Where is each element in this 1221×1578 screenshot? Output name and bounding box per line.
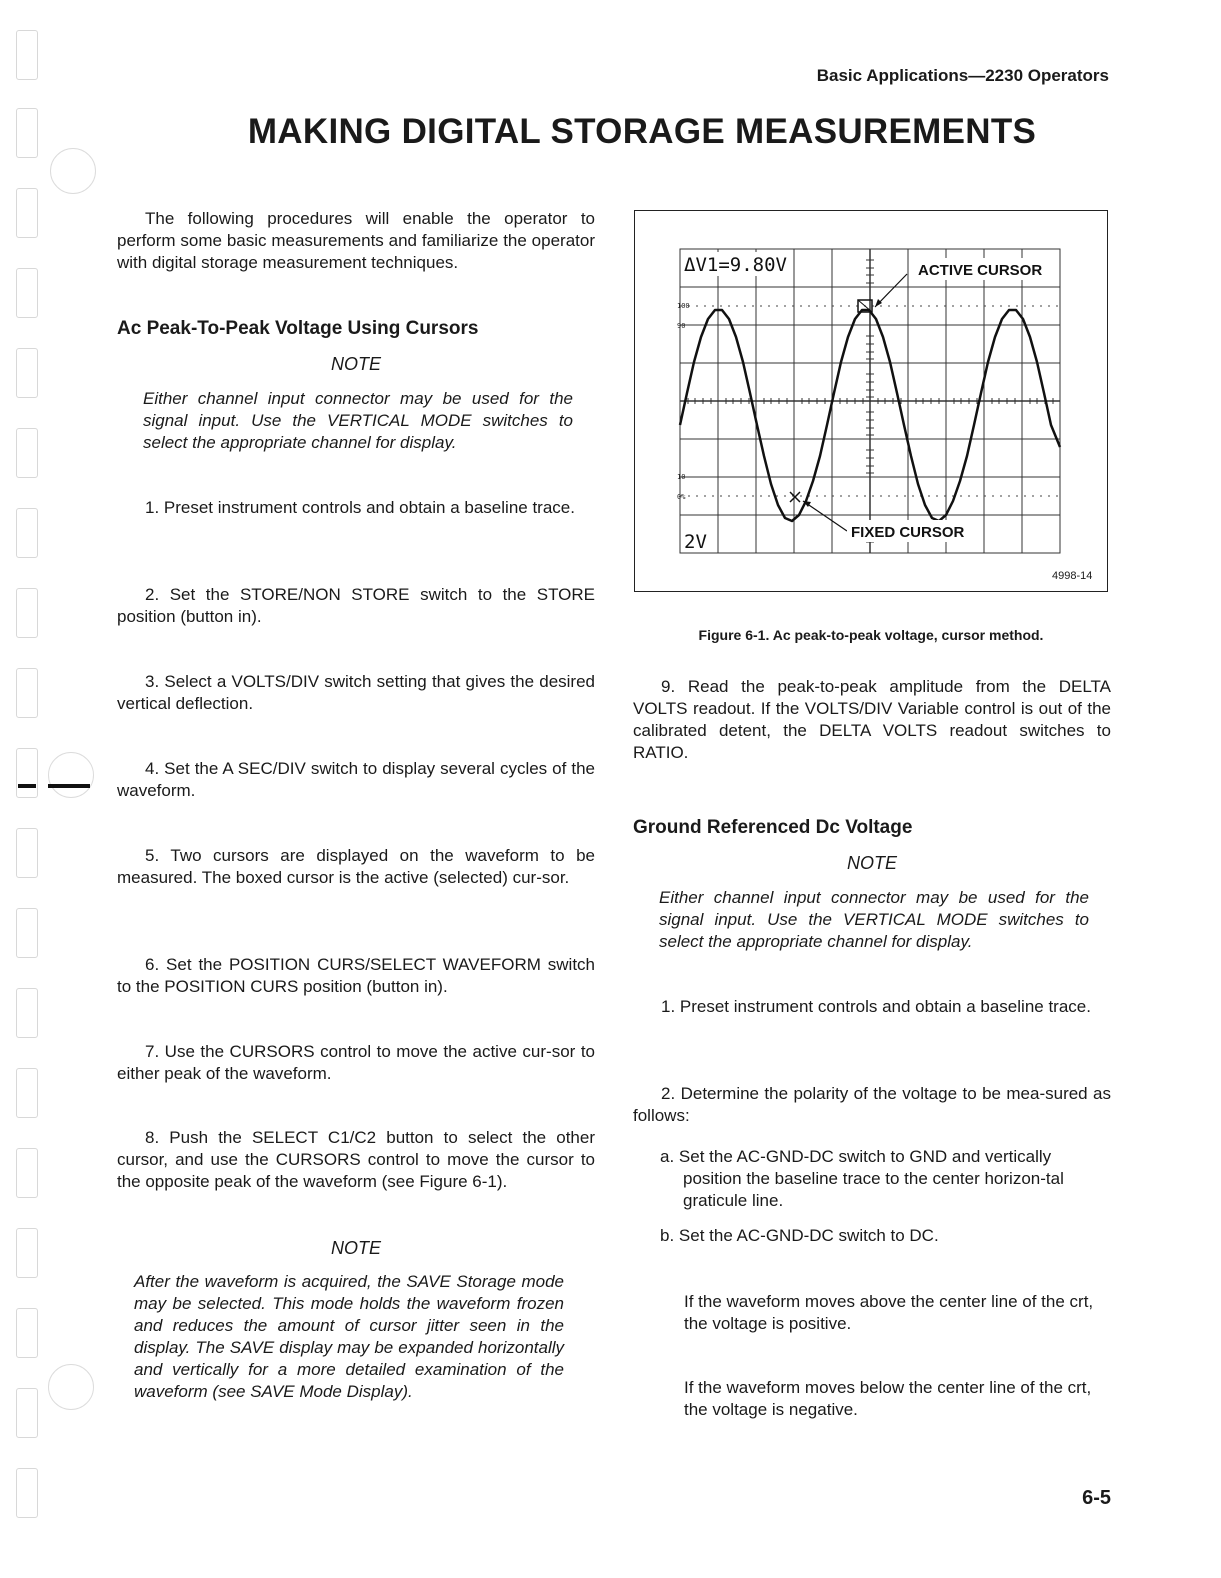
binder-punch [16, 908, 38, 958]
dc-step-2: 2. Determine the polarity of the voltage to be mea-sured as follows: [633, 1084, 1111, 1125]
binder-punch [16, 30, 38, 80]
binder-punch [16, 668, 38, 718]
note-text: Either channel input connector may be used for the signal input. Use the VERTICAL MODE switches to select the appropriate channel for display. [143, 389, 573, 452]
tick-label-0: 0% [677, 493, 686, 501]
note-text: After the waveform is acquired, the SAVE Storage mode may be selected. This mode holds the waveform frozen and reduces the amount of cursor jitter seen in the display. The SAVE display may be expanded horizontally and vertically for a more detailed examination of the waveform (see SAVE Mode Display). [134, 1272, 564, 1401]
binder-ring-hole [48, 1364, 94, 1410]
tick-label-90: 90 [677, 322, 686, 330]
binder-punch [16, 988, 38, 1038]
step-1: 1. Preset instrument controls and obtain a baseline trace. [145, 498, 575, 517]
binder-punch [16, 1148, 38, 1198]
fixed-cursor-leader [803, 501, 847, 531]
intro-paragraph: The following procedures will enable the operator to perform some basic measurements and familiarize the operator with digital storage measurement techniques. [117, 209, 595, 272]
tick-label-100: 100 [677, 302, 690, 310]
binder-ring-hole [48, 752, 94, 798]
step-4: 4. Set the A SEC/DIV switch to display several cycles of the waveform. [117, 759, 595, 800]
binder-punch [16, 508, 38, 558]
binder-punch [16, 1388, 38, 1438]
note-text: Either channel input connector may be used for the signal input. Use the VERTICAL MODE switches to select the appropriate channel for display. [659, 888, 1089, 951]
binder-punch [16, 1468, 38, 1518]
tab-marker [48, 784, 90, 788]
step-5: 5. Two cursors are displayed on the waveform to be measured. The boxed cursor is the active (selected) cur-sor. [117, 846, 595, 887]
step-6: 6. Set the POSITION CURS/SELECT WAVEFORM switch to the POSITION CURS position (button in). [117, 955, 595, 996]
sub-step-a [660, 1146, 1090, 1212]
oscilloscope-display [635, 211, 1109, 593]
dc-step-1: 1. Preset instrument controls and obtain a baseline trace. [661, 997, 1091, 1016]
step-3: 3. Select a VOLTS/DIV switch setting that gives the desired vertical deflection. [117, 672, 595, 713]
active-cursor-label: ACTIVE CURSOR [918, 262, 1043, 279]
fixed-cursor-label: FIXED CURSOR [851, 524, 965, 541]
note-label: NOTE [846, 853, 897, 873]
delta-volts-readout: ΔV1=9.80V [684, 254, 787, 276]
sub-step-a-text: a. Set the AC-GND-DC switch to GND and vertically position the baseline trace to the center horizon-tal graticule line. [660, 1147, 1064, 1210]
positive-note: If the waveform moves above the center line of the crt, the voltage is positive. [684, 1292, 1094, 1333]
tab-marker [18, 784, 36, 788]
sub-step-b: b. Set the AC-GND-DC switch to DC. [660, 1226, 939, 1245]
step-8: 8. Push the SELECT C1/C2 button to select the other cursor, and use the CURSORS control to move the cursor to the opposite peak of the waveform (see Figure 6-1). [117, 1128, 595, 1191]
page-number: 6-5 [1082, 1487, 1111, 1509]
binder-punch [16, 1308, 38, 1358]
step-7: 7. Use the CURSORS control to move the active cur-sor to either peak of the waveform. [117, 1042, 595, 1083]
note-label: NOTE [330, 1238, 381, 1258]
note-label: NOTE [330, 354, 381, 374]
fixed-cursor-marker [790, 492, 800, 502]
binder-punch [16, 348, 38, 398]
negative-note: If the waveform moves below the center line of the crt, the voltage is negative. [684, 1378, 1092, 1419]
figure-frame [634, 210, 1108, 592]
binder-punch [16, 588, 38, 638]
binder-punch [16, 268, 38, 318]
step-2: 2. Set the STORE/NON STORE switch to the STORE position (button in). [117, 585, 595, 626]
figure-id: 4998-14 [1052, 570, 1093, 582]
section-heading-ac-peak: Ac Peak-To-Peak Voltage Using Cursors [117, 318, 479, 339]
figure-caption: Figure 6-1. Ac peak-to-peak voltage, cursor method. [698, 627, 1044, 643]
graticule [680, 249, 1060, 553]
binder-punch [16, 1228, 38, 1278]
binder-punch [16, 748, 38, 798]
step-9: 9. Read the peak-to-peak amplitude from the DELTA VOLTS readout. If the VOLTS/DIV Variable control is out of the calibrated detent, the DELTA VOLTS readout switches to RATIO. [633, 677, 1111, 762]
section-heading-dc-voltage: Ground Referenced Dc Voltage [633, 817, 913, 838]
binder-ring-hole [50, 148, 96, 194]
binder-punch [16, 1068, 38, 1118]
page-title: MAKING DIGITAL STORAGE MEASUREMENTS [247, 112, 1037, 151]
binder-punch [16, 828, 38, 878]
binder-punch [16, 188, 38, 238]
binder-punch [16, 428, 38, 478]
running-head: Basic Applications—2230 Operators [816, 66, 1109, 85]
volts-div-readout: 2V [684, 531, 707, 553]
tick-label-10: 10 [677, 473, 686, 481]
